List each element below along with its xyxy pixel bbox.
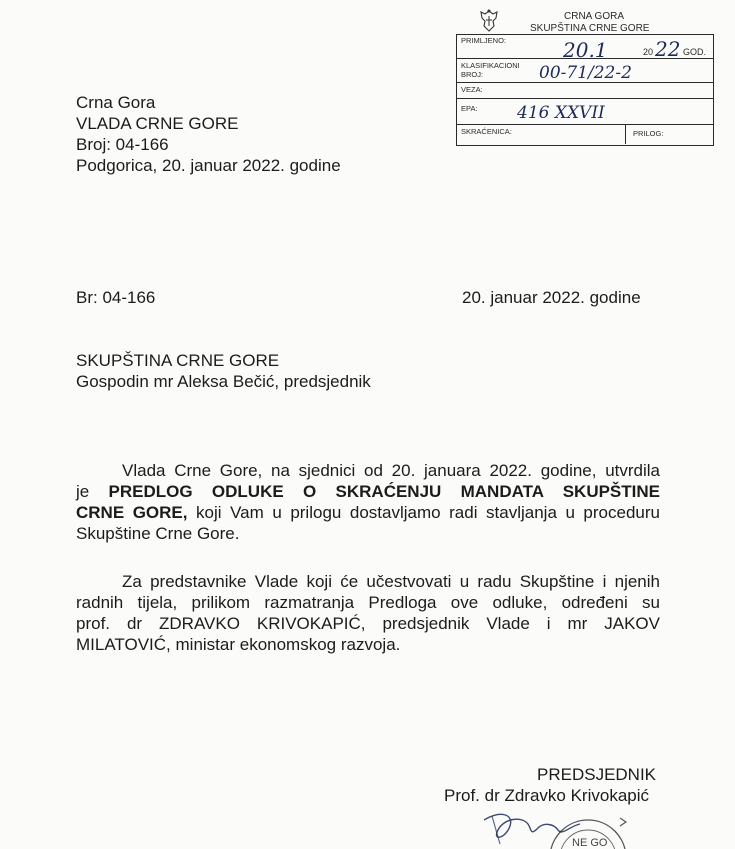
decision-title-part1: PREDLOG ODLUKE O SKRAĆENJU MANDATA SKUPŠTINE xyxy=(108,482,660,501)
stamp-row-skracenica xyxy=(457,125,713,145)
para1-line4: Skupštine Crne Gore. xyxy=(76,524,240,543)
broj-label: BROJ: xyxy=(461,70,484,79)
para1-line2-start: je xyxy=(76,482,109,501)
seal-icon xyxy=(550,820,626,849)
para1-line3-rest: koji Vam u prilogu dostavljamo radi stavljanja u proceduru xyxy=(187,503,660,522)
prilog-label: PRILOG: xyxy=(633,129,664,138)
registration-stamp xyxy=(452,4,720,154)
klasifikacioni-label: KLASIFIKACIONI xyxy=(461,61,520,70)
seal-text: NE GO xyxy=(572,837,608,849)
year-suffix: GOD. xyxy=(683,47,707,57)
signatory-title: PREDSJEDNIK xyxy=(537,765,657,784)
stamp-row-klasifikacioni xyxy=(457,59,713,83)
handwritten-signature-icon xyxy=(484,814,580,837)
stamp-row-primljeno xyxy=(457,35,713,62)
para2-line2: radnih tijela, prilikom razmatranja Predloga ove odluke, određeni su xyxy=(76,593,660,612)
stamp-title-parliament: SKUPŠTINA CRNE GORE xyxy=(530,23,650,34)
klasifikacioni-value: 00-71/22-2 xyxy=(539,63,632,83)
signature-stroke-icon xyxy=(492,816,500,844)
recipient-institution: SKUPŠTINA CRNE GORE xyxy=(76,351,280,370)
para1-line2 xyxy=(76,481,660,502)
reference-date: 20. januar 2022. godine xyxy=(462,288,641,307)
sender-number: Broj: 04-166 xyxy=(76,135,169,154)
epa-value: 416 XXVII xyxy=(517,103,605,123)
para1-line1: Vlada Crne Gore, na sjednici od 20. januara 2022. godine, utvrdila xyxy=(122,461,660,480)
paragraph-submission xyxy=(76,460,660,544)
primljeno-label: PRIMLJENO: xyxy=(461,36,507,45)
stamp-box xyxy=(456,34,714,146)
seal-emblem-icon xyxy=(620,818,626,826)
para1-line3 xyxy=(76,502,660,523)
reference-number: Br: 04-166 xyxy=(76,288,156,307)
para2-line4: MILATOVIĆ, ministar ekonomskog razvoja. xyxy=(76,635,401,654)
skracenica-label: SKRAĆENICA: xyxy=(461,127,512,136)
signature-and-seal xyxy=(470,806,720,849)
primljeno-value: 20.1 xyxy=(563,38,608,62)
year-prefix: 20 xyxy=(643,47,654,57)
sender-government: VLADA CRNE GORE xyxy=(76,114,239,133)
coat-of-arms-icon xyxy=(478,8,500,34)
decision-title-part2: CRNE GORE, xyxy=(76,503,188,522)
stamp-title-country: CRNA GORA xyxy=(564,11,625,22)
stamp-row-veza xyxy=(457,83,713,99)
recipient-person: Gospodin mr Aleksa Bečić, predsjednik xyxy=(76,372,371,391)
sender-country: Crna Gora xyxy=(76,93,156,112)
signatory-name: Prof. dr Zdravko Krivokapić xyxy=(444,786,650,805)
stamp-divider xyxy=(625,125,626,144)
veza-label: VEZA: xyxy=(461,85,483,94)
para2-line3: prof. dr ZDRAVKO KRIVOKAPIĆ, predsjednik Vlade i mr JAKOV xyxy=(76,614,660,633)
stamp-row-epa xyxy=(457,99,713,125)
sender-place-date: Podgorica, 20. januar 2022. godine xyxy=(76,156,341,175)
epa-label: EPA: xyxy=(461,104,478,113)
year-value: 22 xyxy=(655,37,681,61)
para2-line1: Za predstavnike Vlade koji će učestvovati u radu Skupštine i njenih xyxy=(122,572,660,591)
paragraph-representatives xyxy=(76,571,660,655)
